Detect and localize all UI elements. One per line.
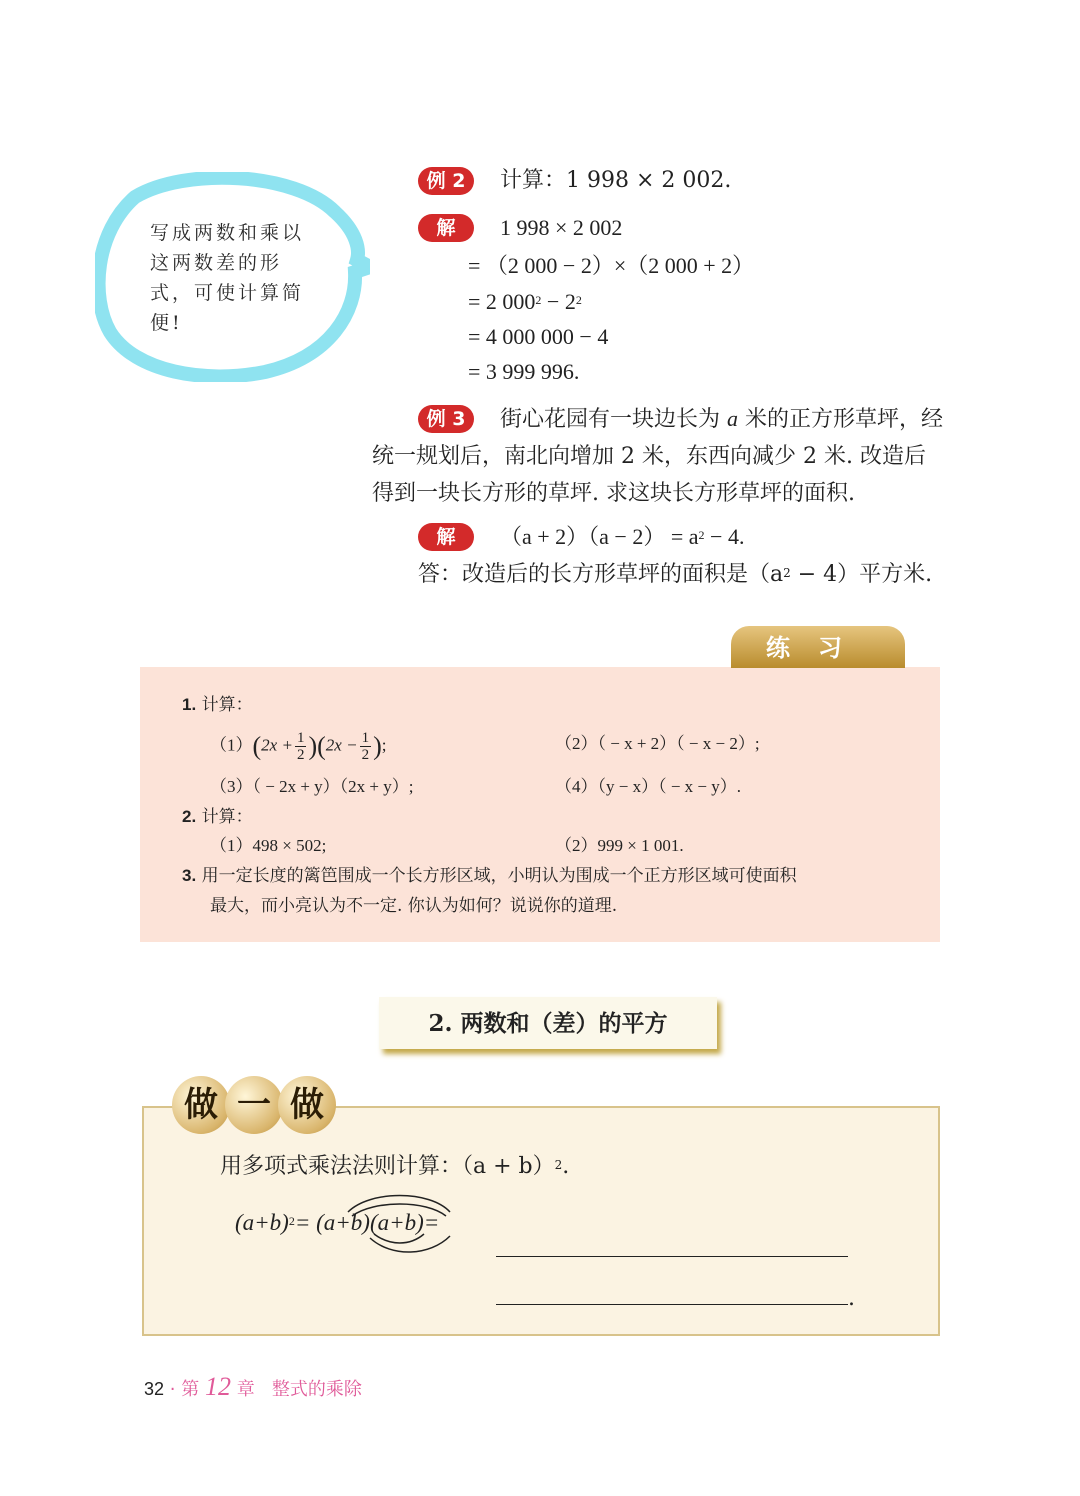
example-3-problem: 街心花园有一块边长为 a 米的正方形草坪，经统一规划后，南北向增加 2 米，东西向减少 2 米. 改造后得到一块长方形的草坪. 求这块长方形草坪的面积. — [372, 406, 944, 506]
end-dot: . — [848, 1286, 855, 1311]
answer-blank[interactable] — [496, 1256, 848, 1257]
multiplication-arcs — [330, 1186, 460, 1256]
practice-q2: 2. 计算： — [182, 807, 253, 827]
practice-q3: 3. 用一定长度的篱笆围成一个长方形区域，小明认为围成一个正方形区域可使面积 — [182, 866, 797, 886]
do-it-instruction: 用多项式乘法法则计算：$(a + b)^2$. — [220, 1154, 570, 1179]
practice-q1-1: （1）(2x + $\frac{1}{2}$ )(2x − $\frac{1}{2}$ ); — [210, 730, 387, 763]
do-it-badge-char: 做 — [278, 1076, 336, 1134]
practice-q2-1: （1）498 × 502; — [210, 836, 327, 855]
page-footer: 32 · 第 12 章 整式的乘除 — [144, 1372, 362, 1401]
solution-badge: 解 — [418, 214, 474, 242]
chapter-title: 整式的乘除 — [271, 1379, 362, 1400]
practice-q1-2: （2）（ − x + 2）（ − x − 2）; — [555, 734, 760, 753]
chapter-label: 第 — [181, 1379, 200, 1400]
tip-text: 写成两数和乘以这两数差的形式，可使计算简便! — [150, 222, 305, 334]
solution-line: 1 998 × 2 002 — [500, 215, 623, 240]
do-it-badge-char: 一 — [225, 1076, 283, 1134]
example-3-answer: 答：改造后的长方形草坪的面积是$(a^2 - 4)$平方米. — [418, 562, 933, 587]
practice-q3-line2: 最大，而小亮认为不一定. 你认为如何？说说你的道理. — [210, 896, 618, 916]
practice-q1-4: （4）（y − x）（ − x − y）. — [555, 777, 742, 796]
practice-q1-3: （3）（ − 2x + y）（2x + y）; — [210, 777, 414, 796]
page-number: 32 — [144, 1379, 165, 1399]
practice-tab: 练习 — [731, 626, 905, 668]
solution-line: = 4 000 000 − 4 — [468, 324, 609, 349]
example-2-badge: 例 2 — [418, 167, 474, 195]
practice-q1: 1. 计算： — [182, 695, 253, 715]
answer-blank[interactable] — [496, 1304, 848, 1305]
solution-line: = （2 000 − 2）×（2 000 + 2） — [468, 253, 755, 278]
example-3-solution: $(a + 2)(a - 2) = a^2 - 4$. — [500, 524, 745, 549]
example-2-problem: 计算：1 998 × 2 002. — [500, 168, 732, 193]
practice-q2-2: （2）999 × 1 001. — [555, 836, 684, 855]
example-3-badge: 例 3 — [418, 405, 474, 433]
do-it-badge-char: 做 — [172, 1076, 230, 1134]
do-it-expression: $(a+b)^2= (a+b)(a+b)=$ — [235, 1210, 440, 1235]
section-title: 2. 两数和（差）的平方 — [379, 997, 717, 1049]
solution-badge: 解 — [418, 523, 474, 551]
solution-line: = 2 $000^2 - 2^2$ — [468, 289, 582, 314]
solution-line: = 3 999 996. — [468, 359, 580, 384]
